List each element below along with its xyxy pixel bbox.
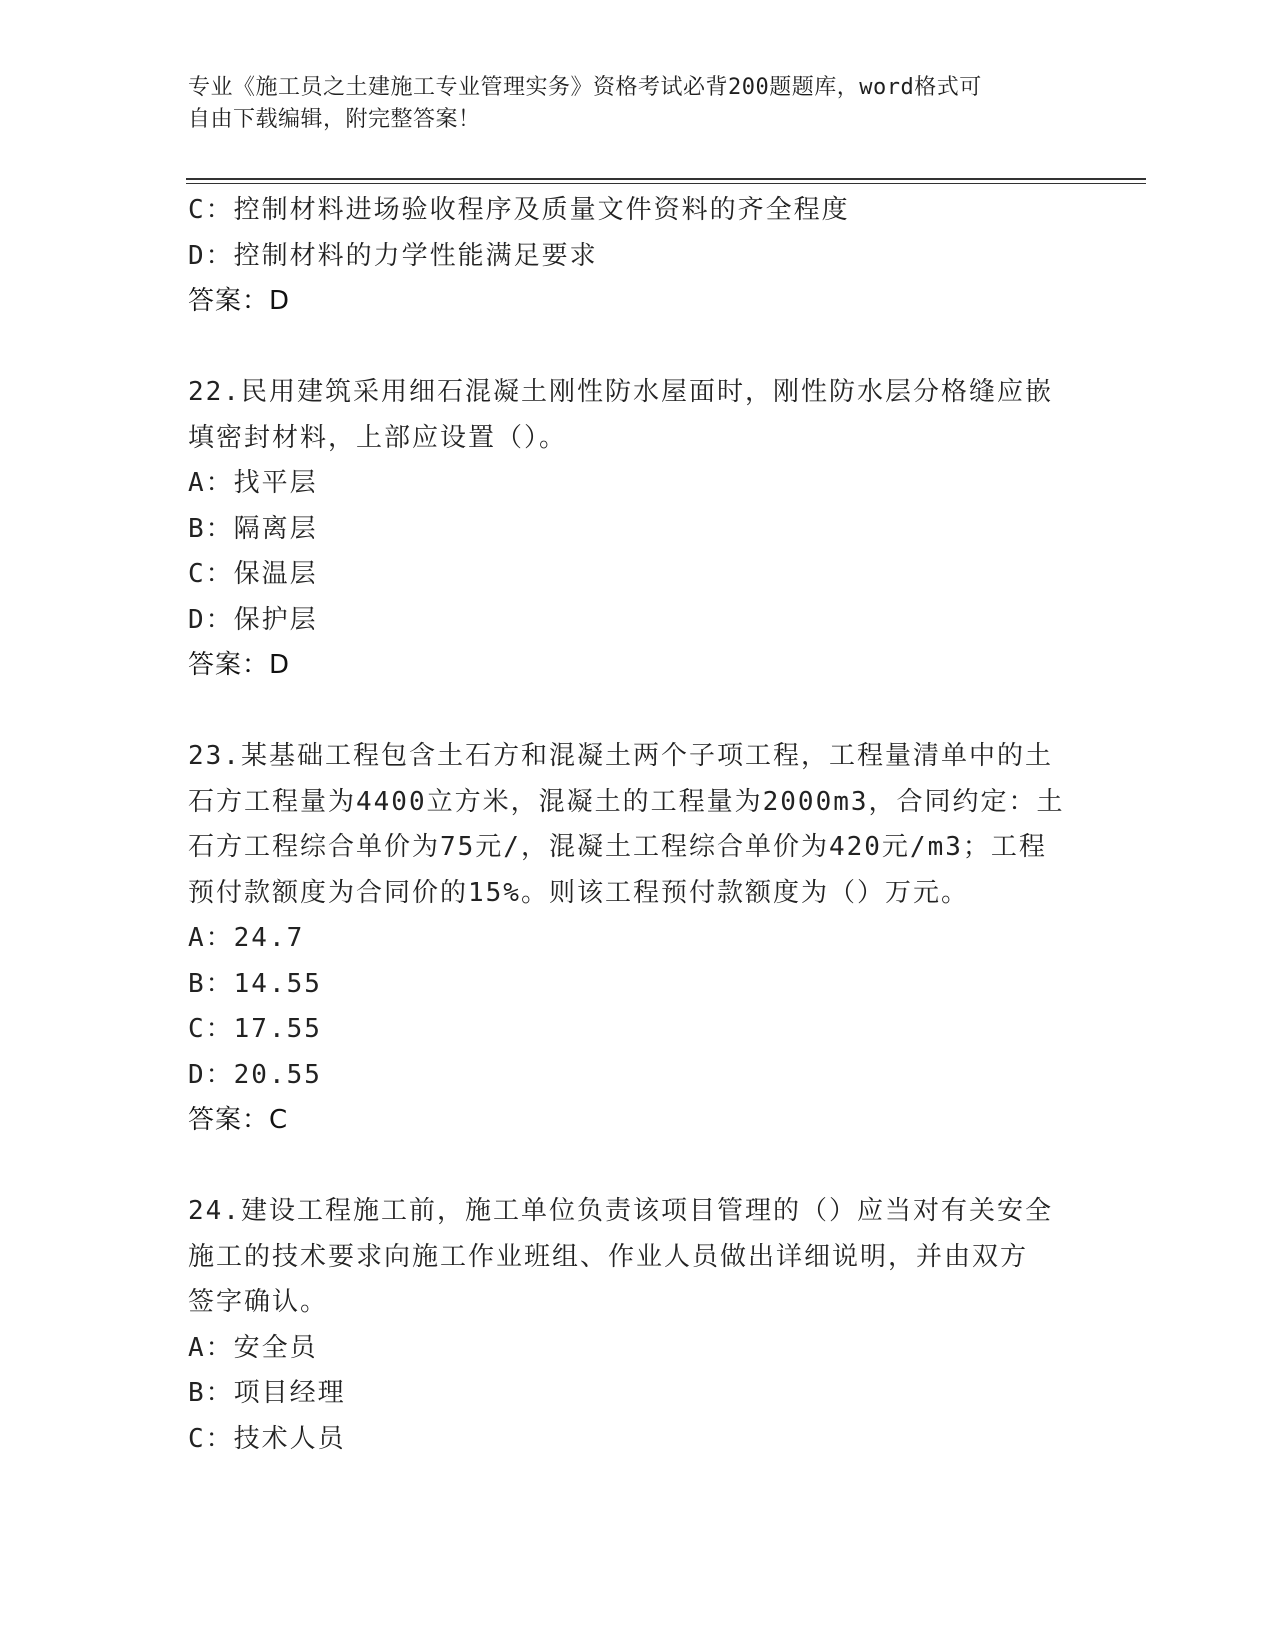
option-b: B：项目经理 — [188, 1378, 346, 1408]
question-text-line: 签字确认。 — [188, 1287, 329, 1317]
option-a: A：安全员 — [188, 1332, 318, 1363]
spacer — [188, 1144, 1088, 1190]
question-24 — [188, 1189, 1088, 1462]
option-c: C：保温层 — [188, 559, 318, 589]
question-text-line: 23.某基础工程包含土石方和混凝土两个子项工程，工程量清单中的土 — [188, 741, 1053, 771]
option-b: B：14.55 — [188, 968, 322, 999]
question-text-line: 24.建设工程施工前，施工单位负责该项目管理的（）应当对有关安全 — [188, 1196, 1053, 1226]
question-text-line: 填密封材料，上部应设置（）。 — [188, 422, 568, 453]
question-text-line: 22.民用建筑采用细石混凝土刚性防水屋面时，刚性防水层分格缝应嵌 — [188, 377, 1053, 407]
question-text-line: 石方工程综合单价为75元/，混凝土工程综合单价为420元/m3；工程 — [188, 832, 1047, 862]
option-d: D：控制材料的力学性能满足要求 — [188, 240, 598, 271]
option-a: A：24.7 — [188, 923, 305, 953]
header-divider-thin — [186, 183, 1146, 184]
option-c: C：技术人员 — [188, 1423, 346, 1454]
spacer — [188, 689, 1088, 735]
header-line-2: 自由下载编辑，附完整答案！ — [188, 107, 481, 132]
option-d: D：20.55 — [188, 1059, 322, 1090]
question-22 — [188, 370, 1088, 689]
question-text-line: 石方工程量为4400立方米，混凝土的工程量为2000m3，合同约定：土 — [188, 786, 1065, 817]
answer-line: 答案：C — [188, 1105, 289, 1135]
option-c: C：17.55 — [188, 1014, 322, 1044]
option-c: C：控制材料进场验收程序及质量文件资料的齐全程度 — [188, 195, 850, 225]
page-header — [188, 72, 1088, 136]
option-d: D：保护层 — [188, 604, 318, 635]
spacer — [188, 325, 1088, 371]
header-line-1: 专业《施工员之土建施工专业管理实务》资格考试必背200题题库，word格式可 — [188, 75, 982, 100]
option-a: A：找平层 — [188, 468, 318, 498]
answer-line: 答案：D — [188, 650, 291, 680]
question-23 — [188, 734, 1088, 1144]
answer-line: 答案：D — [188, 286, 291, 316]
question-text-line: 施工的技术要求向施工作业班组、作业人员做出详细说明，并由双方 — [188, 1241, 1029, 1272]
document-body — [188, 188, 1088, 1462]
header-divider-thick — [186, 178, 1146, 180]
question-text-line: 预付款额度为合同价的15%。则该工程预付款额度为（）万元。 — [188, 877, 969, 908]
option-b: B：隔离层 — [188, 513, 318, 544]
